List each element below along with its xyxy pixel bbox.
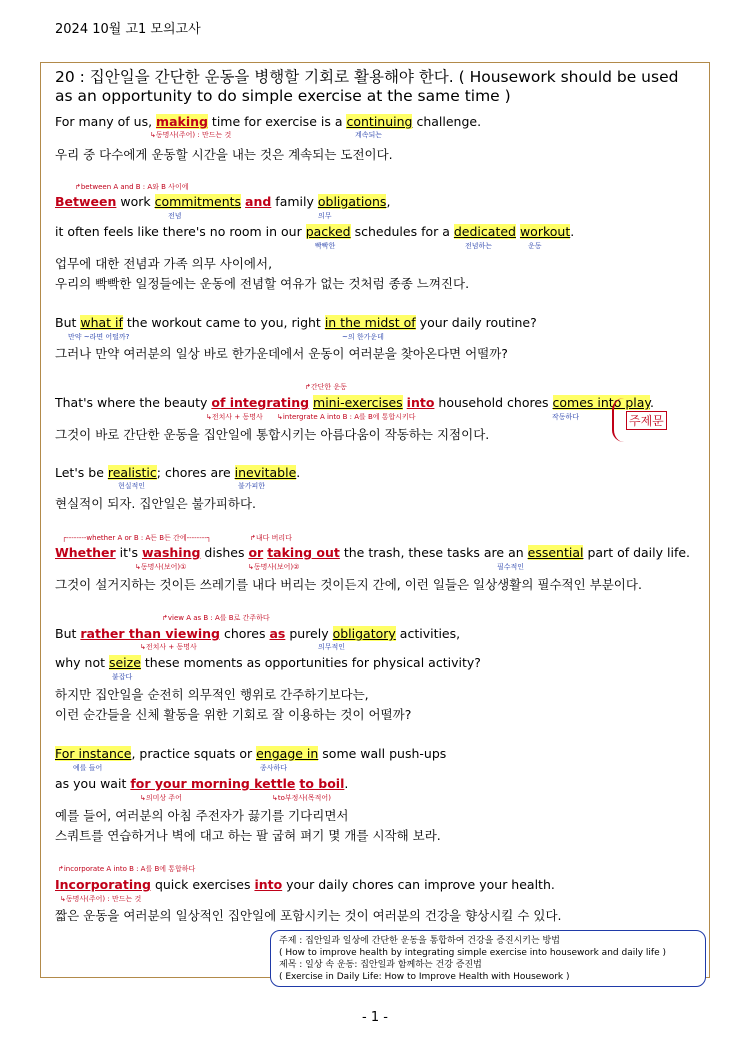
sentence-7-line-1: But rather than viewing chores as purely obligatory activities, (55, 626, 461, 641)
note-realistic: 현실적인 (118, 482, 146, 490)
translation-8a: 예를 들어, 여러분의 아침 주전자가 끓기를 기다리면서 (55, 808, 349, 823)
translation-8b: 스쿼트를 연습하거나 벽에 대고 하는 팔 굽혀 펴기 몇 개를 시작해 보라. (55, 828, 441, 843)
summary-title-kor: 제목 : 일상 속 운동: 집안일과 함께하는 건강 증진법 (279, 960, 482, 970)
exam-header: 2024 10월 고1 모의고사 (55, 22, 201, 37)
passage-title: 20 : 집안일을 간단한 운동을 병행할 기회로 활용해야 한다. ( Housework should be used as an opportunity to do simple exercise at the same time ) (55, 68, 679, 105)
brace-mark (612, 398, 626, 442)
note-incorporate: ↱incorporate A into B : A를 B에 통합하다 (58, 865, 196, 873)
note-to-infinitive: ↳to부정사(목적어) (272, 794, 331, 802)
translation-5: 현실적이 되자. 집안일은 불가피하다. (55, 496, 256, 511)
note-obligations: 의무 (318, 212, 332, 220)
summary-box (270, 930, 706, 987)
note-what-if: 만약 ~라면 어떨까? (68, 333, 130, 341)
translation-2b: 우리의 빡빡한 일정들에는 운동에 전념할 여유가 없는 것처럼 종종 느껴진다. (55, 276, 470, 291)
translation-3: 그러나 만약 여러분의 일상 바로 한가운데에서 운동이 여러분을 찾아온다면 어떨까? (55, 346, 508, 361)
note-in-the-midst: ~의 한가운데 (342, 333, 384, 341)
sentence-2-line-2: it often feels like there's no room in our packed schedules for a dedicated workout. (55, 224, 575, 239)
note-gerund-subject: ↳동명사(주어) : 만드는 것 (150, 131, 232, 139)
note-between: ↱between A and B : A와 B 사이에 (75, 183, 189, 191)
note-view-as: ↱view A as B : A를 B로 간주하다 (162, 614, 270, 622)
note-inevitable: 불가피한 (238, 482, 266, 490)
note-take-out: ↱내다 버리다 (250, 534, 292, 542)
summary-topic-eng: ( How to improve health by integrating simple exercise into housework and daily life ) (279, 948, 666, 958)
note-commitments: 전념 (168, 212, 182, 220)
note-gerund-complement-2: ↳동명사(보어)② (248, 563, 300, 571)
translation-2a: 업무에 대한 전념과 가족 의무 사이에서, (55, 256, 273, 271)
note-packed: 빡빡한 (315, 242, 336, 250)
note-comes-into-play: 작동하다 (552, 413, 580, 421)
theme-sentence-label: 주제문 (626, 411, 667, 430)
sentence-9: Incorporating quick exercises into your daily chores can improve your health. (55, 877, 555, 892)
sentence-7-line-2: why not seize these moments as opportunities for physical activity? (55, 655, 481, 670)
sentence-4: That's where the beauty of integrating mini-exercises into household chores comes into play. (55, 395, 654, 410)
sentence-3: But what if the workout came to you, right in the midst of your daily routine? (55, 315, 537, 330)
note-essential: 필수적인 (497, 563, 525, 571)
sentence-8-line-2: as you wait for your morning kettle to boil. (55, 776, 349, 791)
sentence-6: Whether it's washing dishes or taking out the trash, these tasks are an essential part of daily life. (55, 545, 691, 560)
translation-7b: 이런 순간들을 신체 활동을 위한 기회로 잘 이용하는 것이 어떨까? (55, 707, 412, 722)
summary-topic-kor: 주제 : 집안일과 일상에 간단한 운동을 통합하여 건강을 증진시키는 방법 (279, 936, 560, 946)
note-engage-in: 종사하다 (260, 764, 288, 772)
sentence-8-line-1: For instance, practice squats or engage in some wall push-ups (55, 746, 447, 761)
note-dedicated: 전념하는 (465, 242, 493, 250)
translation-9: 짧은 운동을 여러분의 일상적인 집안일에 포함시키는 것이 여러분의 건강을 향상시킬 수 있다. (55, 908, 562, 923)
sentence-2-line-1: Between work commitments and family obligations, (55, 194, 391, 209)
note-gerund-subject-2: ↳동명사(주어) : 만드는 것 (60, 895, 142, 903)
note-continuing: 계속되는 (355, 131, 383, 139)
translation-6: 그것이 설거지하는 것이든 쓰레기를 내다 버리는 것이든지 간에, 이런 일들은 일상생활의 필수적인 부분이다. (55, 577, 642, 592)
note-obligatory: 의무적인 (318, 643, 346, 651)
note-seize: 붙잡다 (112, 673, 133, 681)
note-whether: ┌--------whether A or B : A든 B든 간에--------┐ (62, 534, 212, 542)
page-number: - 1 - (362, 1010, 388, 1025)
translation-7a: 하지만 집안일을 순전히 의무적인 행위로 간주하기보다는, (55, 687, 369, 702)
translation-4: 그것이 바로 간단한 운동을 집안일에 통합시키는 아름다움이 작동하는 지점이다. (55, 427, 490, 442)
note-workout: 운동 (528, 242, 542, 250)
note-gerund-complement-1: ↳동명사(보어)① (135, 563, 187, 571)
note-prep-gerund: ↳전치사 + 동명사 (206, 413, 263, 421)
note-integrate: ↳intergrate A into B : A를 B에 통합시키다 (277, 413, 416, 421)
sentence-5: Let's be realistic; chores are inevitable. (55, 465, 301, 480)
note-mini-exercises: ↱간단한 운동 (305, 383, 347, 391)
summary-title-eng: ( Exercise in Daily Life: How to Improve Health with Housework ) (279, 972, 570, 982)
translation-1: 우리 중 다수에게 운동할 시간을 내는 것은 계속되는 도전이다. (55, 147, 393, 162)
note-for-instance: 예를 들어 (73, 764, 103, 772)
sentence-1: For many of us, making time for exercise is a continuing challenge. (55, 114, 482, 129)
note-rather-than: ↳전치사 + 동명사 (140, 643, 197, 651)
note-semantic-subject: ↳의미상 주어 (140, 794, 182, 802)
